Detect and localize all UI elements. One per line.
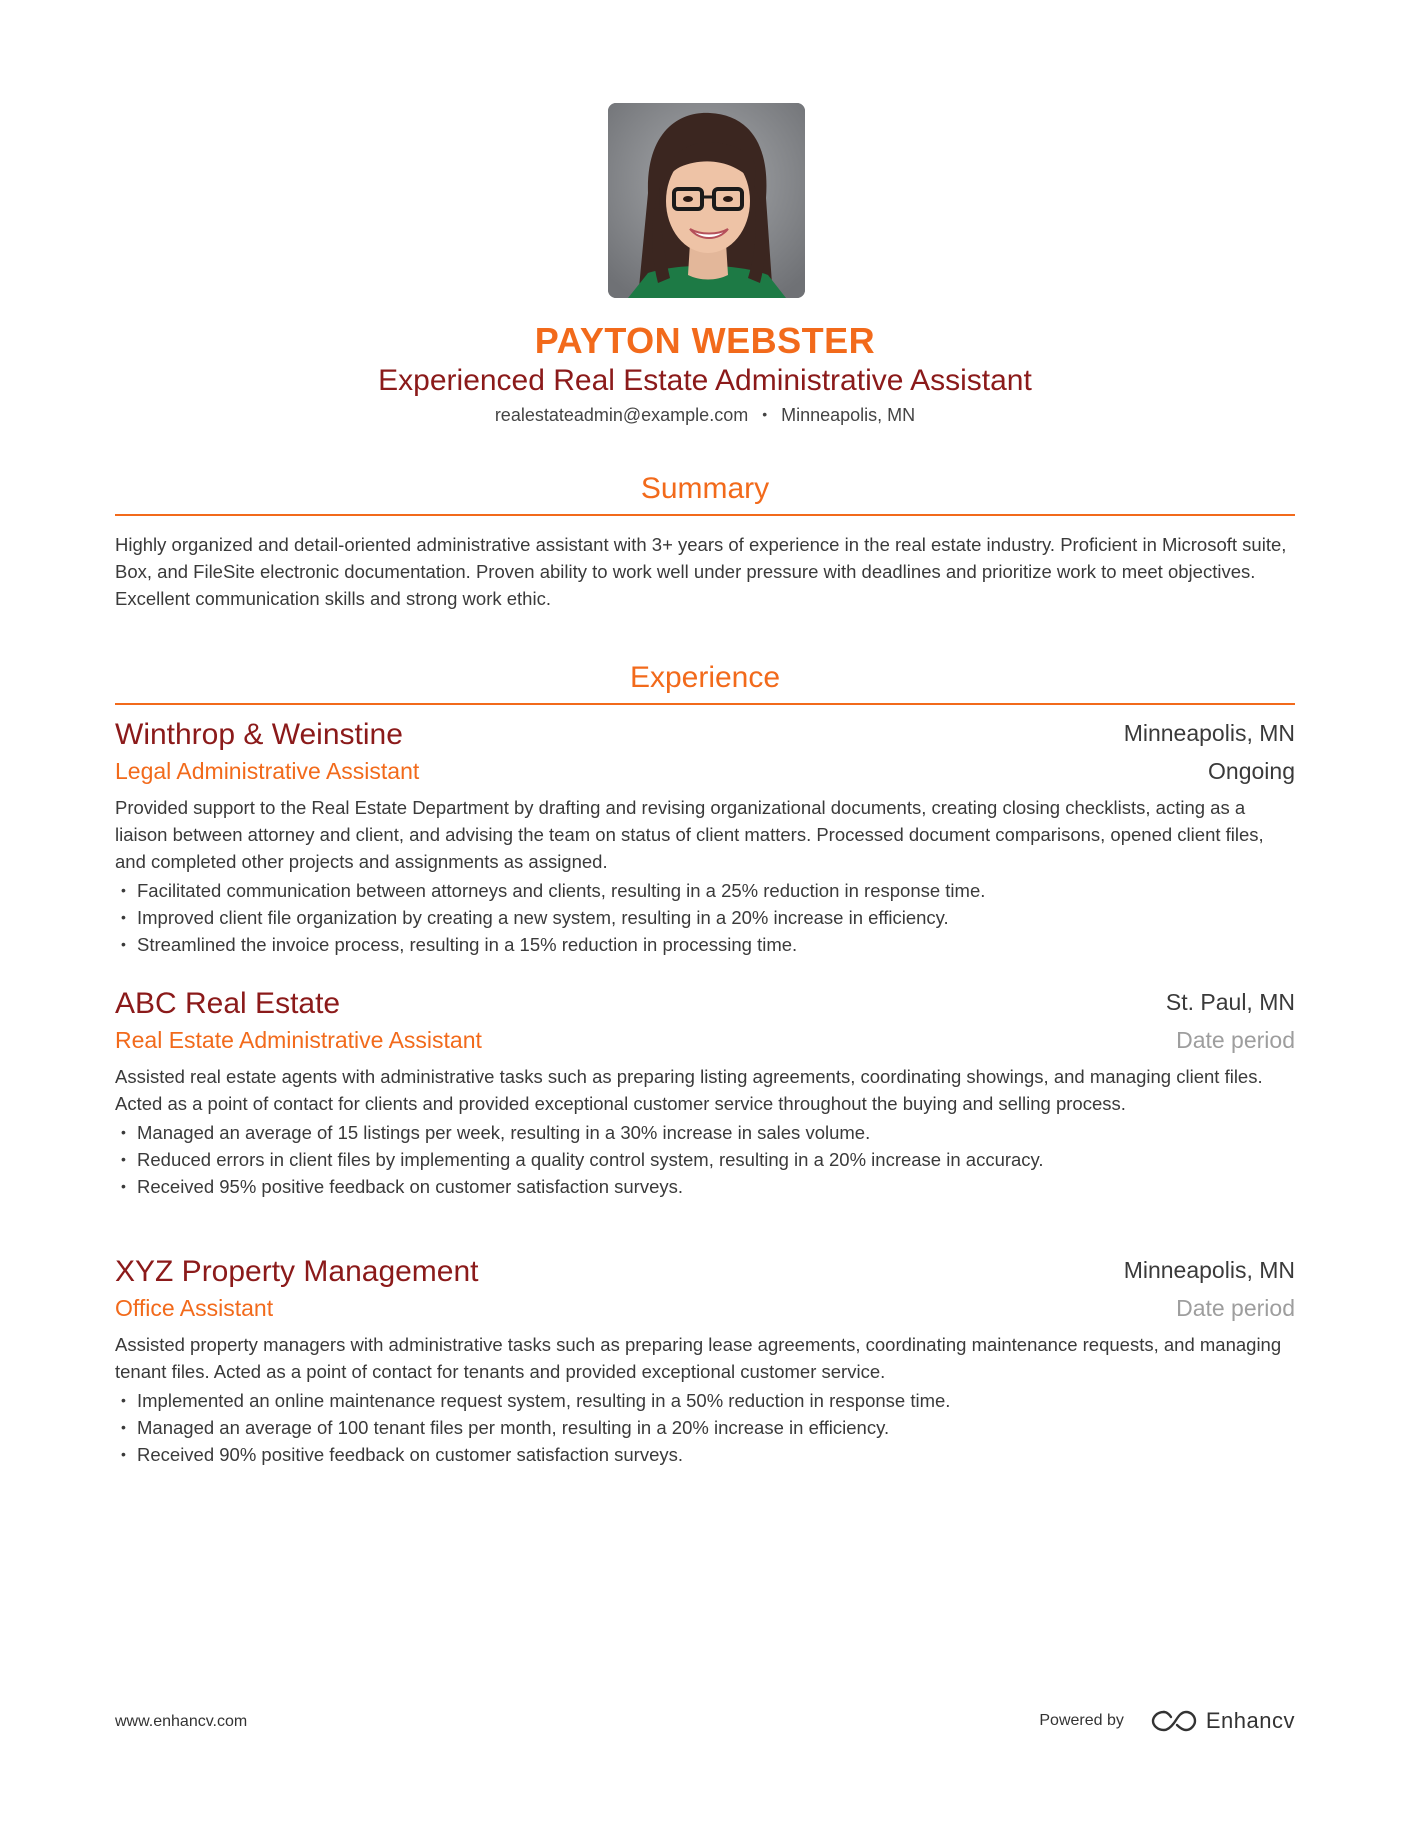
achievement-item: • Implemented an online maintenance request system, resulting in a 50% reduction in response time.	[115, 1387, 1295, 1414]
achievement-item: • Streamlined the invoice process, resulting in a 15% reduction in processing time.	[115, 931, 1295, 958]
bullet-icon: •	[121, 1151, 126, 1167]
date-period: Date period	[1176, 1295, 1295, 1321]
entry-location: Minneapolis, MN	[1123, 720, 1295, 746]
date-period: Date period	[1176, 1027, 1295, 1053]
summary-heading: Summary	[640, 472, 770, 505]
achievement-item: • Reduced errors in client files by implementing a quality control system, resulting in a 20% increase in accuracy.	[115, 1146, 1295, 1173]
experience-entry	[115, 718, 1295, 958]
bullet-icon: •	[121, 1178, 126, 1194]
company-name: ABC Real Estate	[115, 987, 341, 1020]
achievement-list	[115, 1387, 1295, 1468]
job-title: Real Estate Administrative Assistant	[115, 1027, 482, 1053]
date-period: Ongoing	[1208, 758, 1295, 784]
experience-heading: Experience	[629, 661, 781, 694]
bullet-icon: •	[121, 1392, 126, 1408]
profile-photo	[608, 103, 805, 298]
bullet-icon: •	[121, 1124, 126, 1140]
job-title: Office Assistant	[115, 1295, 274, 1321]
enhancv-logo-icon[interactable]	[1150, 1708, 1295, 1734]
achievement-item: • Managed an average of 15 listings per week, resulting in a 30% increase in sales volume.	[115, 1119, 1295, 1146]
bullet-icon: •	[121, 936, 126, 952]
entry-description: Assisted real estate agents with administrative tasks such as preparing listing agreements, coordinating showings, and managing client files. Acted as a point of contact for clients and provided exceptional customer service throughout the buying and selling process.	[115, 1066, 1263, 1114]
bullet-icon: •	[121, 1446, 126, 1462]
achievement-list	[115, 877, 1295, 958]
entry-description: Provided support to the Real Estate Department by drafting and revising organizational documents, creating closing checklists, acting as a liaison between attorney and client, and advising the team on status of client matters. Processed document comparisons, opened client files, and completed other projects and assignments as assigned.	[115, 797, 1264, 872]
bullet-icon: •	[121, 909, 126, 925]
achievement-list	[115, 1119, 1295, 1200]
achievement-item: • Managed an average of 100 tenant files per month, resulting in a 20% increase in efficiency.	[115, 1414, 1295, 1441]
footer-branding	[1039, 1706, 1295, 1736]
experience-entry	[115, 987, 1295, 1200]
separator-dot: •	[762, 406, 768, 422]
candidate-name: PAYTON WEBSTER	[534, 320, 876, 361]
brand-name: Enhancv	[1205, 1708, 1295, 1733]
experience-divider	[115, 703, 1295, 705]
achievement-item: • Facilitated communication between attorneys and clients, resulting in a 25% reduction in response time.	[115, 877, 1295, 904]
summary-divider	[115, 514, 1295, 516]
company-name: Winthrop & Weinstine	[115, 718, 403, 751]
bullet-icon: •	[121, 1419, 126, 1435]
entry-location: St. Paul, MN	[1165, 989, 1295, 1015]
entry-location: Minneapolis, MN	[1123, 1257, 1295, 1283]
achievement-item: • Received 95% positive feedback on customer satisfaction surveys.	[115, 1173, 1295, 1200]
job-title: Legal Administrative Assistant	[115, 758, 420, 784]
email-link[interactable]: realestateadmin@example.com	[494, 405, 749, 425]
powered-by-label: Powered by	[1039, 1712, 1124, 1729]
location-text: Minneapolis, MN	[781, 405, 916, 425]
entry-description: Assisted property managers with administrative tasks such as preparing lease agreements, coordinating maintenance requests, and managing tenant files. Acted as a point of contact for tenants and provided exceptional customer service.	[115, 1334, 1282, 1382]
candidate-headline: Experienced Real Estate Administrative Assistant	[378, 364, 1032, 397]
summary-text: Highly organized and detail-oriented administrative assistant with 3+ years of experience in the real estate industry. Proficient in Microsoft suite, Box, and FileSite electronic documentation. Proven ability to work well under pressure with deadlines and prioritize work to meet objectives. Excellent communication skills and strong work ethic.	[115, 534, 1287, 609]
achievement-item: • Received 90% positive feedback on customer satisfaction surveys.	[115, 1441, 1295, 1468]
bullet-icon: •	[121, 882, 126, 898]
achievement-item: • Improved client file organization by creating a new system, resulting in a 20% increase in efficiency.	[115, 904, 1295, 931]
company-name: XYZ Property Management	[115, 1255, 479, 1288]
experience-entry	[115, 1255, 1295, 1468]
footer-website-link[interactable]: www.enhancv.com	[115, 1713, 248, 1730]
contact-line	[0, 405, 1410, 426]
